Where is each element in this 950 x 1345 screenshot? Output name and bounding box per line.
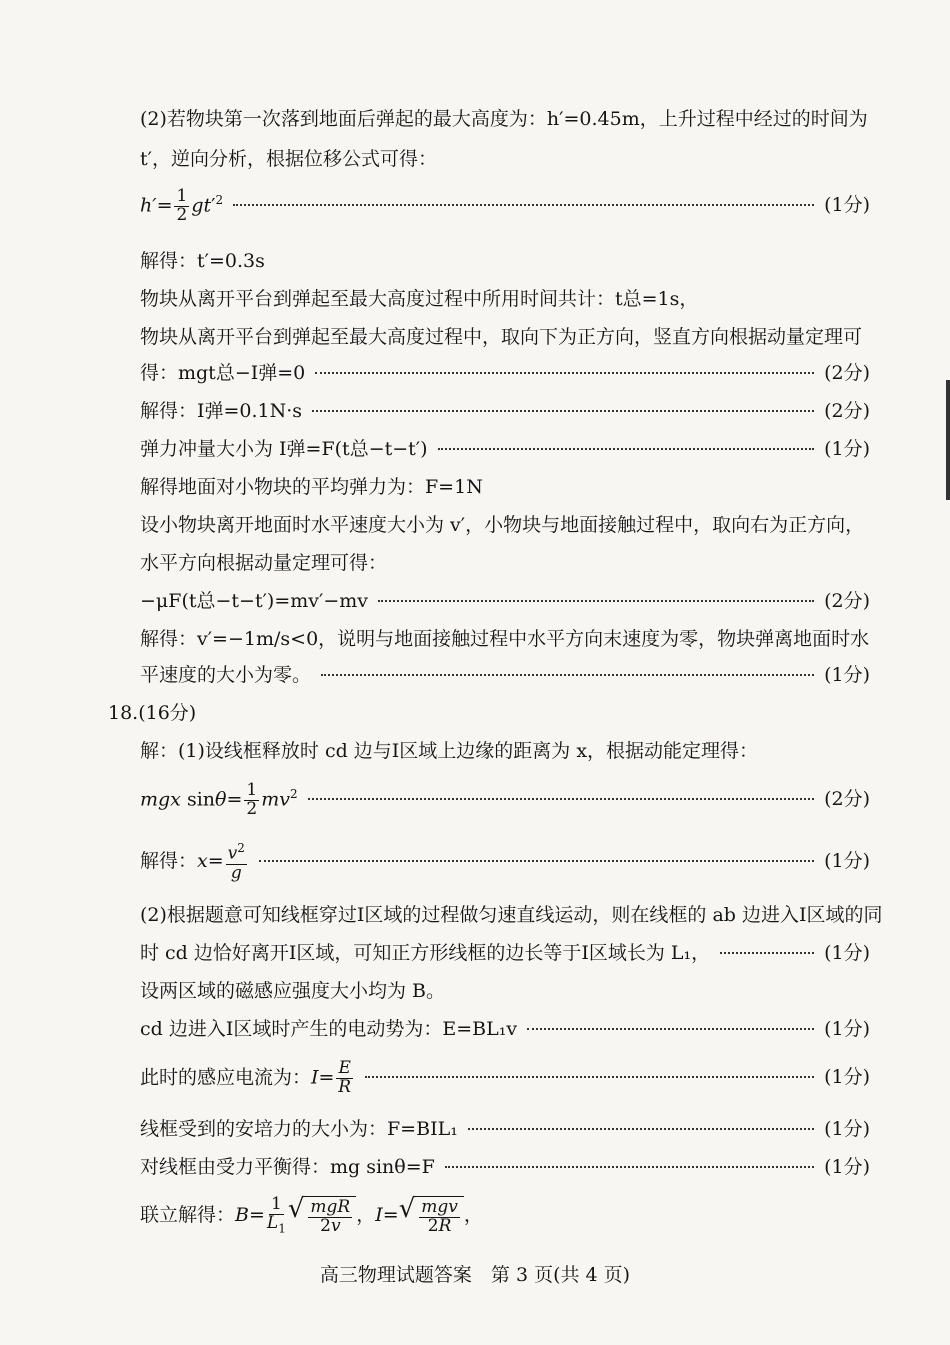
equation-line xyxy=(140,1060,870,1097)
equation-line xyxy=(140,188,870,225)
leader-dots xyxy=(468,1128,814,1130)
text-line: (2)若物块第一次落到地面后弹起的最大高度为：h′=0.45m，上升过程中经过的时间为 xyxy=(140,108,868,130)
score-label: (1分) xyxy=(824,1118,870,1140)
score-label: (2分) xyxy=(824,362,870,384)
leader-dots xyxy=(445,1166,814,1168)
text-line: 物块从离开平台到弹起至最大高度过程中，取向下为正方向，竖直方向根据动量定理可 xyxy=(140,326,863,348)
question-number: 18.(16分) xyxy=(108,702,197,724)
leader-dots xyxy=(365,1076,814,1078)
scan-edge xyxy=(946,380,950,500)
equation-line: 解得：I弹=0.1N·s (2分) xyxy=(140,396,870,423)
equation-line xyxy=(140,1196,870,1236)
leader-dots xyxy=(308,798,814,800)
score-label: (2分) xyxy=(824,788,870,811)
leader-dots xyxy=(321,674,814,676)
text-line: 水平方向根据动量定理可得： xyxy=(140,552,388,574)
leader-dots xyxy=(378,600,814,602)
equation-line: cd 边进入Ⅰ区域时产生的电动势为：E=BL₁v (1分) xyxy=(140,1014,870,1041)
equation-line: 得：mgt总−I弹=0 (2分) xyxy=(140,358,870,385)
score-label: (1分) xyxy=(824,942,870,964)
text-line: t′，逆向分析，根据位移公式可得： xyxy=(140,148,437,170)
score-label: (1分) xyxy=(824,1156,870,1178)
formula: h′= $\frac{1}{2}$ $gt'^2$ xyxy=(140,186,224,225)
leader-dots xyxy=(312,410,814,412)
leader-dots xyxy=(233,204,814,206)
equation-line: 线框受到的安培力的大小为：F=BIL₁ (1分) xyxy=(140,1114,870,1141)
leader-dots xyxy=(527,1028,814,1030)
equation-line xyxy=(140,842,870,882)
leader-dots xyxy=(315,372,814,374)
equation-line: 弹力冲量大小为 I弹=F(t总−t−t′) (1分) xyxy=(140,434,870,461)
formula: 联立解得：B= $\frac{1}{L_1}$ √ $\frac{\text{mgR}}{2v}$ ，I= √ $\frac{\text{mgv}}{2R}$ ， xyxy=(140,1194,483,1236)
page-footer: 高三物理试题答案 第 3 页(共 4 页) xyxy=(319,1264,631,1286)
score-label: (2分) xyxy=(824,590,870,612)
score-label: (1分) xyxy=(824,1066,870,1089)
text-line: 设小物块离开地面时水平速度大小为 v′，小物块与地面接触过程中，取向右为正方向， xyxy=(140,514,865,536)
formula: mgx sinθ= $\frac{1}{2}$ $mv^2$ xyxy=(140,780,298,819)
leader-dots xyxy=(438,448,815,450)
score-label: (1分) xyxy=(824,194,870,217)
score-label: (1分) xyxy=(824,1018,870,1040)
text-line: 解：(1)设线框释放时 cd 边与Ⅰ区域上边缘的距离为 x，根据动能定理得： xyxy=(140,740,759,762)
equation-line xyxy=(140,782,870,819)
text-line: 解得：t′=0.3s xyxy=(140,250,265,272)
text-line: 物块从离开平台到弹起至最大高度过程中所用时间共计：t总=1s， xyxy=(140,288,699,310)
equation-line: 平速度的大小为零。 (1分) xyxy=(140,660,870,687)
text-line: 设两区域的磁感应强度大小均为 B。 xyxy=(140,980,446,1002)
equation-line: −μF(t总−t−t′)=mv′−mv (2分) xyxy=(140,586,870,613)
text-line: 解得地面对小物块的平均弹力为：F=1N xyxy=(140,476,483,498)
formula: 此时的感应电流为：I= $\frac{E}{R}$ xyxy=(140,1058,352,1097)
score-label: (1分) xyxy=(824,850,870,873)
formula: 解得：x= $\frac{v^2}{g}$ xyxy=(140,841,245,883)
leader-dots xyxy=(720,952,814,954)
equation-line: 对线框由受力平衡得：mg sinθ=F (1分) xyxy=(140,1152,870,1179)
text-line: (2)根据题意可知线框穿过Ⅰ区域的过程做匀速直线运动，则在线框的 ab 边进入Ⅰ区域的同 xyxy=(140,904,883,926)
text-line: 解得：v′=−1m/s<0，说明与地面接触过程中水平方向末速度为零，物块弹离地面时水 xyxy=(140,628,870,650)
score-label: (1分) xyxy=(824,664,870,686)
score-label: (2分) xyxy=(824,400,870,422)
score-label: (1分) xyxy=(824,438,870,460)
leader-dots xyxy=(259,860,814,862)
equation-line: 时 cd 边恰好离开Ⅰ区域，可知正方形线框的边长等于Ⅰ区域长为 L₁， (1分) xyxy=(140,938,870,965)
